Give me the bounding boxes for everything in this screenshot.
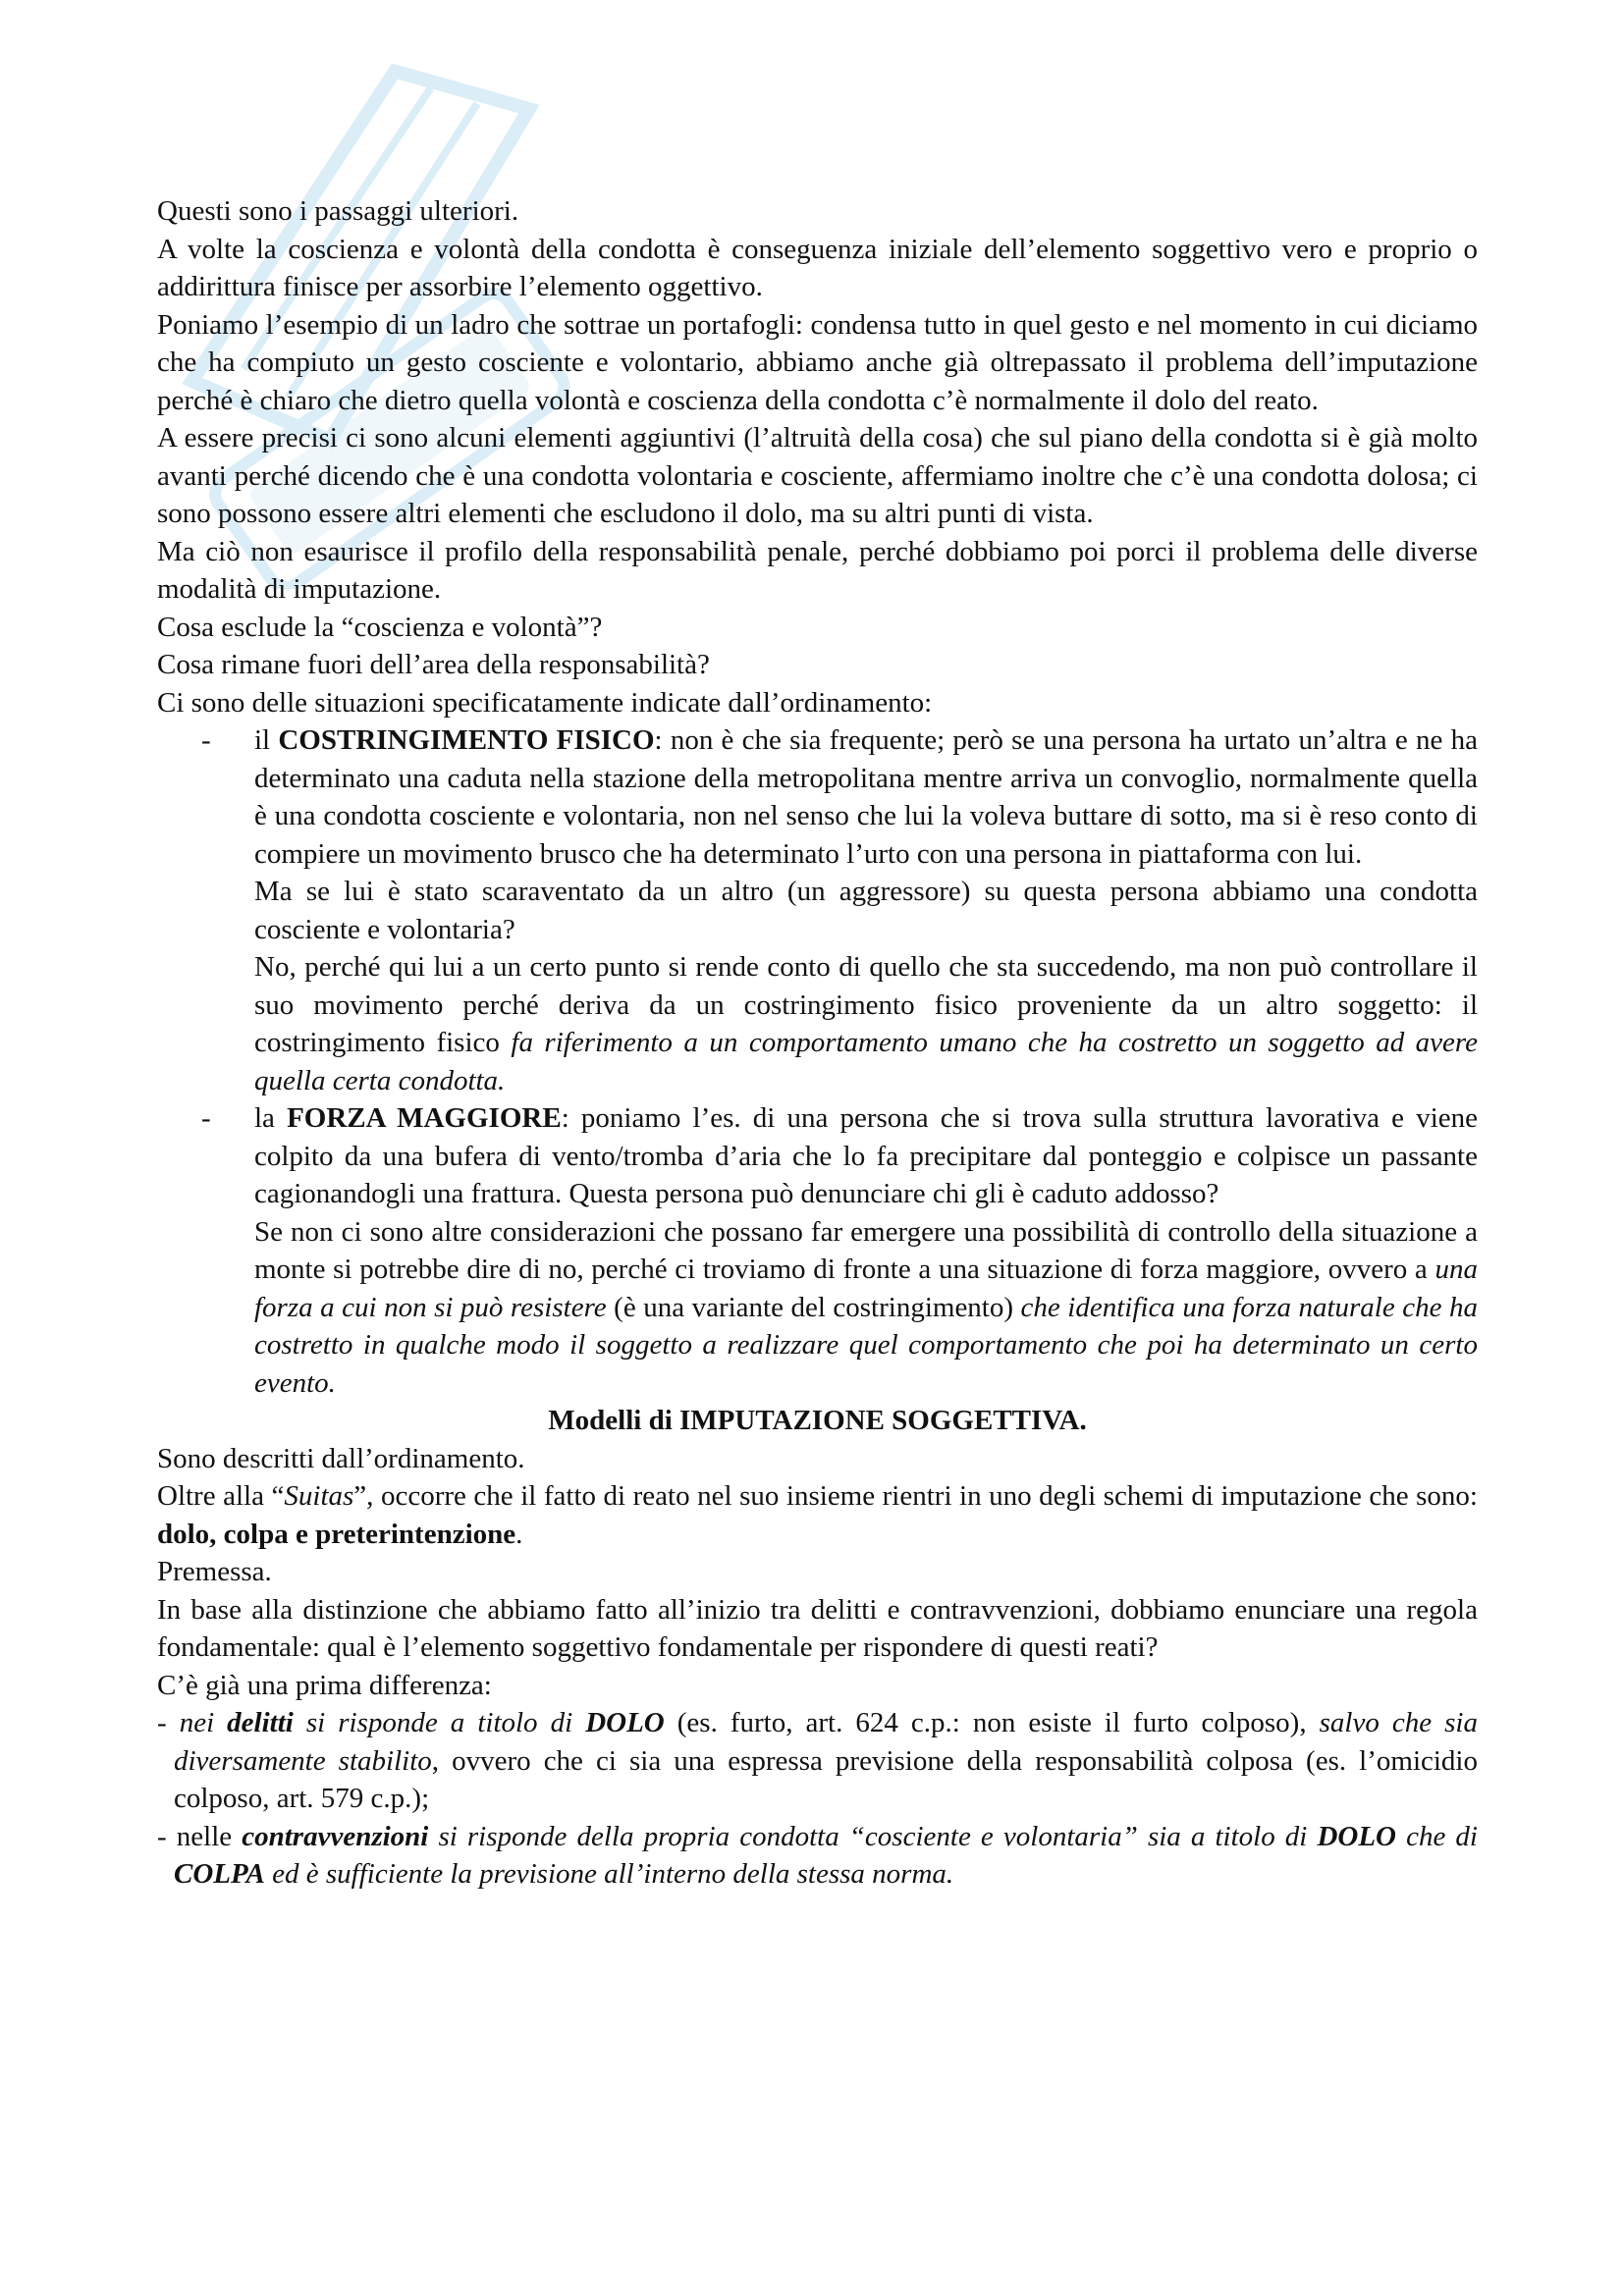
paragraph: Oltre alla “Suitas”, occorre che il fatto di reato nel suo insieme rientri in uno degli schemi di imputazione che sono: dolo, colpa e preterintenzione. <box>157 1480 1478 1550</box>
paragraph: A volte la coscienza e volontà della condotta è conseguenza iniziale dell’elemento soggettivo vero e proprio o addirittura finisce per assorbire l’elemento oggettivo. <box>157 233 1478 302</box>
term-forza-maggiore: FORZA MAGGIORE <box>287 1102 562 1134</box>
paragraph: Sono descritti dall’ordinamento. <box>157 1442 525 1474</box>
paragraph: A essere precisi ci sono alcuni elementi aggiuntivi (l’altruità della cosa) che sul piano della condotta si è già molto avanti perché dicendo che è una condotta volontaria e cosciente, affermiamo inoltre che c’è una condotta dolosa; ci sono possono essere altri elementi che escludono il dolo, ma su altri punti di vista. <box>157 422 1478 529</box>
list-item-text: - il COSTRINGIMENTO FISICO: non è che sia frequente; però se una persona ha urtato un’altra e ne ha determinato una caduta nella stazione della metropolitana mentre arriva un convoglio, normalmente quella è una condotta cosciente e volontaria, non nel senso che lui la voleva buttare di sotto, ma si è reso conto di compiere un movimento brusco che ha determinato l’urto con una persona in piattaforma con lui. <box>254 724 1478 870</box>
question: Cosa esclude la “coscienza e volontà”? <box>157 611 603 643</box>
paragraph: Ci sono delle situazioni specificatamente indicate dall’ordinamento: <box>157 686 933 719</box>
list-item <box>254 1099 1478 1402</box>
section-title: Modelli di IMPUTAZIONE SOGGETTIVA. <box>548 1405 1087 1436</box>
question: Cosa rimane fuori dell’area della responsabilità? <box>157 649 710 680</box>
list-item-text: Se non ci sono altre considerazioni che possano far emergere una possibilità di controllo della situazione a monte si potrebbe dire di no, perché ci troviamo di fronte a una situazione di forza maggiore, ovvero a una forza a cui non si può resistere (è una variante del costringimento) che identifica una forza naturale che ha costretto in qualche modo il soggetto a realizzare quel comportamento che poi ha determinato un certo evento. <box>254 1215 1478 1399</box>
paragraph: Questi sono i passaggi ulteriori. <box>157 195 519 227</box>
term-costringimento-fisico: COSTRINGIMENTO FISICO <box>278 724 655 756</box>
list-item <box>254 721 1478 1099</box>
exclusion-list <box>157 721 1478 1402</box>
paragraph: C’è già una prima differenza: <box>157 1669 492 1701</box>
rule-delitti: - nei delitti si risponde a titolo di DOLO (es. furto, art. 624 c.p.: non esiste il furto colposo), salvo che sia diversamente stabilito, ovvero che ci sia una espressa previsione della responsabilità colposa (es. l’omicidio colposo, art. 579 c.p.); <box>157 1707 1478 1814</box>
list-item-text: - la FORZA MAGGIORE: poniamo l’es. di una persona che si trova sulla struttura lavorativa e viene colpito da una bufera di vento/tromba d’aria che lo fa precipitare dal ponteggio e colpisce un passante cagionandogli una frattura. Questa persona può denunciare chi gli è caduto addosso? <box>254 1102 1478 1209</box>
paragraph: Poniamo l’esempio di un ladro che sottrae un portafogli: condensa tutto in quel gesto e nel momento in cui diciamo che ha compiuto un gesto cosciente e volontario, abbiamo anche già oltrepassato il problema dell’imputazione perché è chiaro che dietro quella volontà e coscienza della condotta c’è normalmente il dolo del reato. <box>157 308 1478 416</box>
list-item-text: No, perché qui lui a un certo punto si rende conto di quello che sta succedendo, ma non può controllare il suo movimento perché deriva da un costringimento fisico proveniente da un altro soggetto: il costringimento fisico fa riferimento a un comportamento umano che ha costretto un soggetto ad avere quella certa condotta. <box>254 951 1479 1096</box>
list-item-text: Ma se lui è stato scaraventato da un altro (un aggressore) su questa persona abbiamo una condotta cosciente e volontaria? <box>254 876 1478 945</box>
paragraph: Ma ciò non esaurisce il profilo della responsabilità penale, perché dobbiamo poi porci il problema delle diverse modalità di imputazione. <box>157 535 1478 605</box>
paragraph: In base alla distinzione che abbiamo fatto all’inizio tra delitti e contravvenzioni, dobbiamo enunciare una regola fondamentale: qual è l’elemento soggettivo fondamentale per rispondere di questi reati? <box>157 1593 1478 1663</box>
paragraph: Premessa. <box>157 1556 272 1587</box>
document-page <box>157 192 1478 1894</box>
rule-contravvenzioni: - nelle contravvenzioni si risponde della propria condotta “cosciente e volontaria” sia a titolo di DOLO che di COLPA ed è sufficiente la previsione all’interno della stessa norma. <box>157 1820 1478 1890</box>
